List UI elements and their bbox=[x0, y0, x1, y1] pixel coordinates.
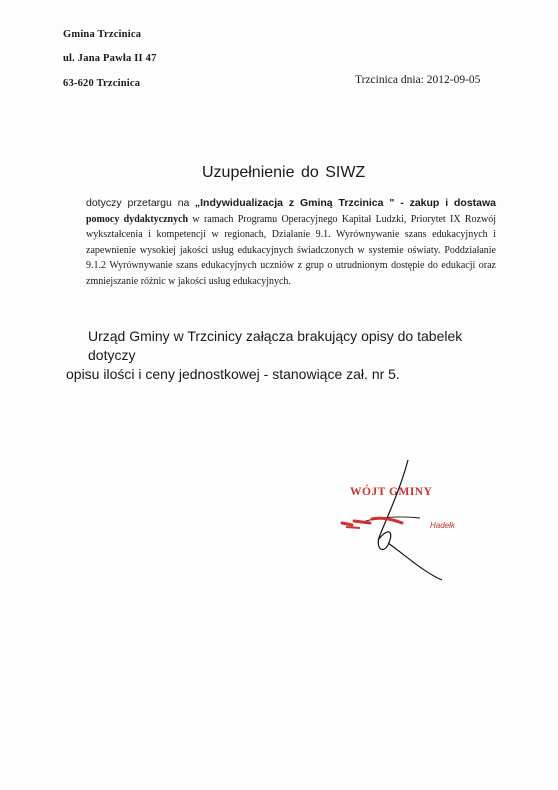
body-lead: dotyczy przetargu na bbox=[86, 197, 190, 209]
main-paragraph bbox=[66, 327, 511, 384]
project-name-tail: pomocy dydaktycznych bbox=[86, 213, 189, 225]
body-text bbox=[86, 196, 496, 289]
project-name: „Indywidualizacja z Gminą Trzcinica " - zakup i dostawa bbox=[194, 197, 497, 209]
stamp-title: WÓJT GMINY bbox=[350, 486, 433, 498]
body-description: w ramach Programu Operacyjnego Kapitał Ludzki, Priorytet IX Rozwój wykształcenia i kompetencji w regionach, Działanie 9.1. Wyrównywanie szans edukacyjnych i zapewnienie wysokiej jakości usług edukacyjnych świadczonych w systemie oświaty. Poddziałanie 9.1.2 Wyrównywanie szans edukacyjnych uczniów z grup o utrudnionym dostępie do edukacji oraz zmniejszanie różnic w jakości usług edukacyjnych. bbox=[86, 213, 496, 287]
sender-street: ul. Jana Pawła II 47 bbox=[63, 53, 157, 64]
sender-org: Gmina Trzcinica bbox=[63, 29, 142, 40]
stamp-signature-name: Hadełk bbox=[430, 521, 455, 530]
document-title: Uzupełnienie do SIWZ bbox=[202, 164, 366, 181]
sender-city: 63-620 Trzcinica bbox=[63, 78, 141, 89]
paragraph-line-1: Urząd Gminy w Trzcinicy załącza brakujący opisy do tabelek dotyczy bbox=[88, 328, 463, 363]
paragraph-line-2: opisu ilości i ceny jednostkowej - stanowiące zał. nr 5. bbox=[66, 366, 400, 382]
document-date: Trzcinica dnia: 2012-09-05 bbox=[355, 74, 481, 86]
handwritten-signature bbox=[330, 455, 470, 585]
